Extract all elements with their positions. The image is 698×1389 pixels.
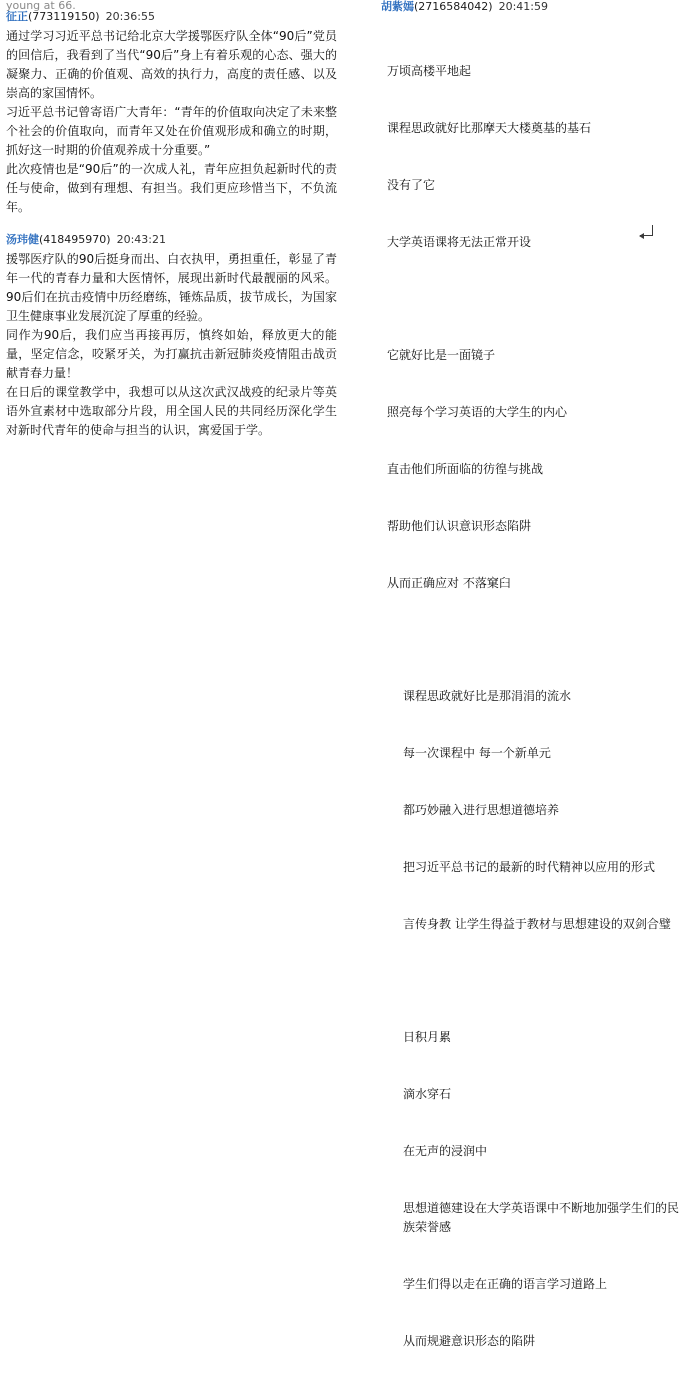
poem-block-three: [345, 649, 698, 972]
left-message-column: [0, 0, 345, 451]
sender-uid[interactable]: (2716584042): [414, 0, 493, 13]
poem-line: 帮助他们认识意识形态陷阱: [387, 519, 532, 533]
message-time: 20:43:21: [116, 233, 166, 246]
poem-line: 学生们得以走在正确的语言学习道路上: [403, 1277, 608, 1291]
enter-return-icon: [640, 225, 653, 236]
poem-line: 在无声的浸润中: [403, 1144, 488, 1158]
poem-line: 从而规避意识形态的陷阱: [403, 1334, 536, 1348]
partial-top-text: young at 66.: [6, 0, 76, 12]
sender-uid[interactable]: (418495970): [39, 233, 111, 246]
poem-line: 照亮每个学习英语的大学生的内心: [387, 405, 568, 419]
poem-line: 每一次课程中 每一个新单元: [403, 746, 551, 760]
message-paragraph: 援鄂医疗队的90后挺身而出、白衣执甲，勇担重任，彰显了青年一代的青春力量和大医情怀，展现出新时代最靓丽的风采。90后们在抗击疫情中历经磨练，锤炼品质，拔节成长，为国家卫生健康事业发展沉淀了厚重的经验。: [6, 252, 337, 323]
poem-line: 课程思政就好比是那涓涓的流水: [403, 689, 572, 703]
poem-line: 直击他们所面临的彷徨与挑战: [387, 462, 544, 476]
message-header: [6, 10, 337, 24]
poem-line: 言传身教 让学生得益于教材与思想建设的双剑合璧: [403, 917, 671, 931]
message-item: [0, 10, 345, 217]
poem-line: 思想道德建设在大学英语课中不断地加强学生们的民族荣誉感: [403, 1201, 680, 1234]
poem-line: 从而正确应对 不落窠臼: [387, 576, 511, 590]
message-paragraph: 此次疫情也是“90后”的一次成人礼，青年应担负起新时代的责任与使命，做到有理想、有担当。我们更应珍惜当下，不负流年。: [6, 162, 337, 214]
poem-line: 它就好比是一面镜子: [387, 348, 496, 362]
poem-line: 日积月累: [403, 1030, 452, 1044]
message-item: [0, 233, 345, 440]
message-paragraph: 通过学习习近平总书记给北京大学援鄂医疗队全体“90后”党员的回信后，我看到了当代“90后”身上有着乐观的心态、强大的凝聚力、正确的价值观、高效的执行力，高度的责任感、以及崇高的家国情怀。: [6, 29, 337, 100]
poem-block-two: [345, 308, 698, 631]
poem-line: 都巧妙融入进行思想道德培养: [403, 803, 560, 817]
message-header: [345, 0, 698, 14]
poem-block-four: [345, 990, 698, 1389]
sender-name[interactable]: 胡紫嫣: [381, 0, 414, 13]
poem-line: 把习近平总书记的最新的时代精神以应用的形式: [403, 860, 656, 874]
sender-name[interactable]: 汤玮健: [6, 233, 39, 246]
message-header: [6, 233, 337, 247]
sender-name[interactable]: 征正: [6, 10, 28, 23]
poem-line: 万顷高楼平地起: [387, 64, 472, 78]
poem-line: 大学英语课将无法正常开设: [387, 235, 532, 249]
message-paragraph: 习近平总书记曾寄语广大青年：“青年的价值取向决定了未来整个社会的价值取向，而青年又处在价值观形成和确立的时期，抓好这一时期的价值观养成十分重要。”: [6, 105, 337, 157]
message-paragraph: 在日后的课堂教学中，我想可以从这次武汉战疫的纪录片等英语外宣素材中选取部分片段，用全国人民的共同经历深化学生对新时代青年的使命与担当的认识，寓爱国于学。: [6, 385, 337, 437]
message-paragraph: 同作为90后，我们应当再接再厉，慎终如始，释放更大的能量，坚定信念，咬紧牙关，为打赢抗击新冠肺炎疫情阻击战贡献青春力量！: [6, 328, 337, 380]
poem-line: 课程思政就好比那摩天大楼奠基的基石: [387, 121, 592, 135]
sender-uid[interactable]: (773119150): [28, 10, 100, 23]
poem-line: 没有了它: [387, 178, 436, 192]
poem-block-one: [345, 24, 698, 290]
poem-line: 滴水穿石: [403, 1087, 452, 1101]
message-time: 20:41:59: [498, 0, 548, 13]
message-time: 20:36:55: [105, 10, 155, 23]
